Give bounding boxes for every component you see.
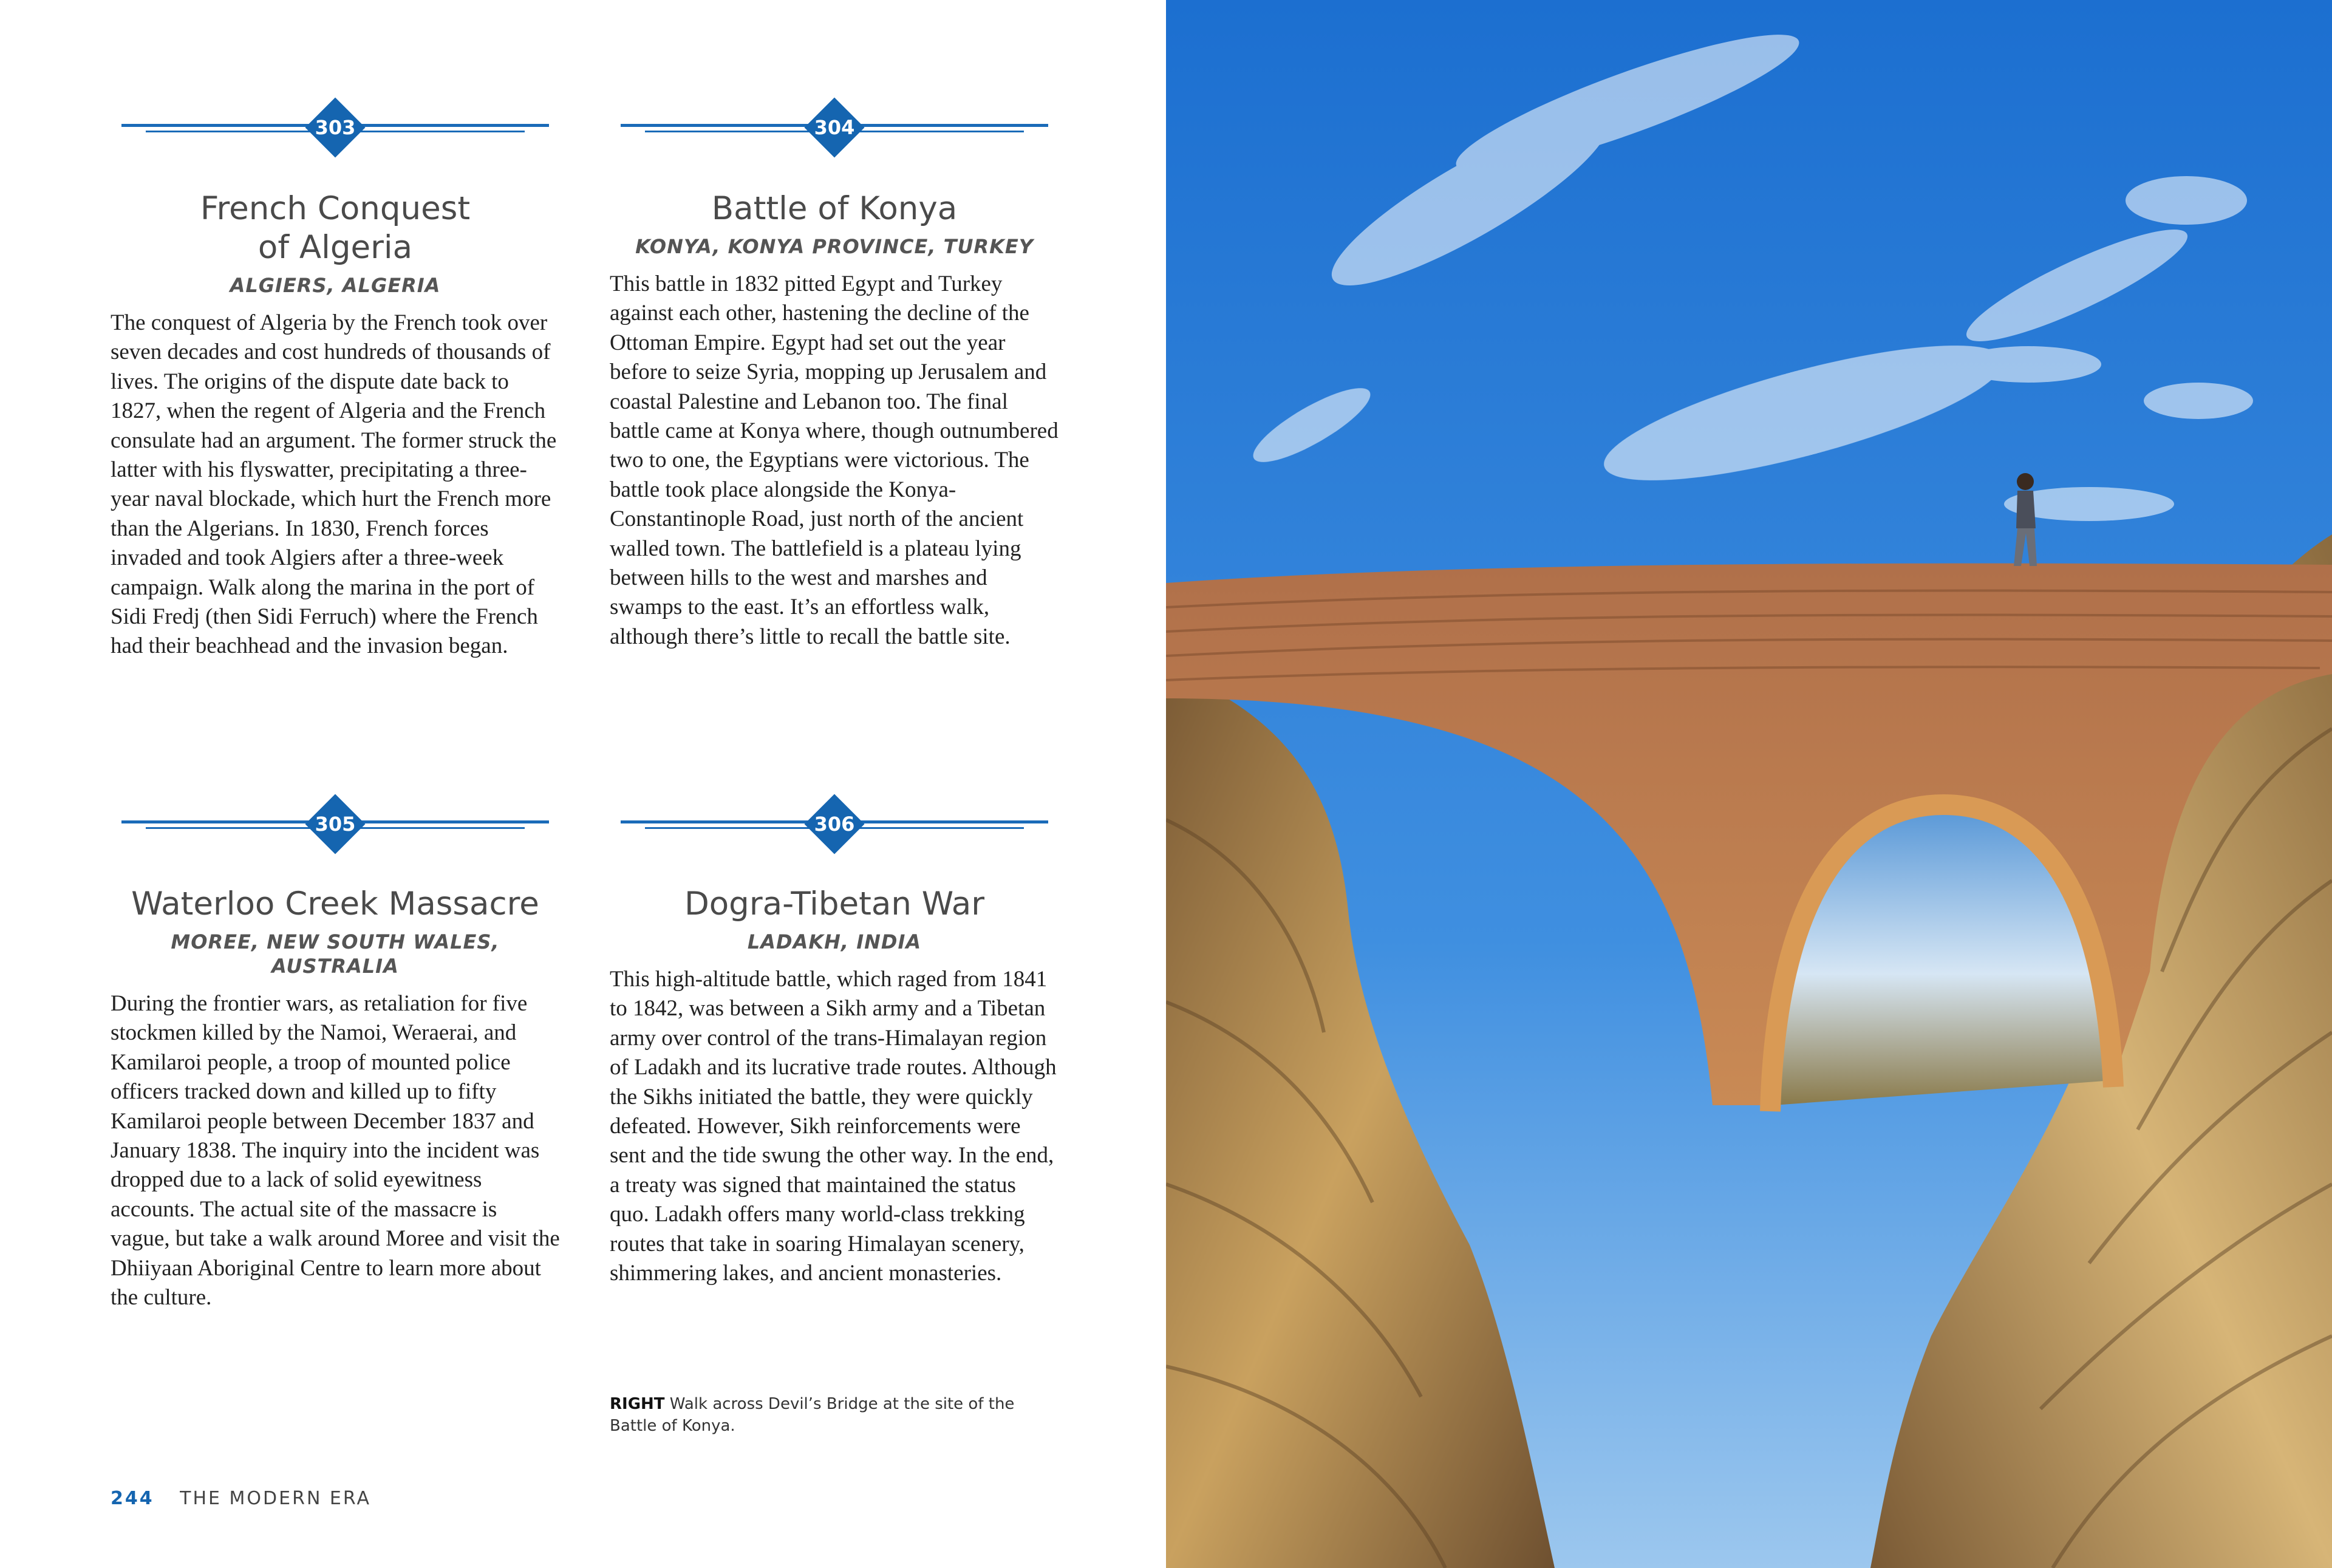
photo-caption	[610, 1393, 1059, 1437]
entry-title: Waterloo Creek Massacre	[131, 885, 539, 922]
entry-body: The conquest of Algeria by the French took over seven decades and cost hundreds of thousands of lives. The origins of the dispute date back to 1827, when the regent of Algeria and the French consulate had an argument. The former struck the latter with his flyswatter, precipitating a three-year naval blockade, which hurt the French more than the Algerians. In 1830, French forces invaded and took Algiers after a three-week campaign. Walk along the marina in the port of Sidi Fredj (then Sidi Ferruch) where the French had their beachhead and the invasion began.	[111, 310, 557, 659]
entry-title-line1: French Conquest	[200, 190, 471, 227]
entry-number-divider	[610, 794, 1059, 854]
entry-location: ALGIERS, ALGERIA	[230, 274, 441, 297]
page-footer	[111, 1488, 371, 1509]
page-number: 244	[111, 1488, 154, 1509]
entry-number-divider	[111, 97, 560, 158]
entry-number-divider	[610, 97, 1059, 158]
entry-body: This battle in 1832 pitted Egypt and Turkey against each other, hastening the decline of the Ottoman Empire. Egypt had set out the year before to seize Syria, mopping up Jerusalem and coastal Palestine and Lebanon too. The final battle came at Konya where, though outnumbered two to one, the Egyptians were victorious. The battle took place alongside the Konya-Constantinople Road, just north of the ancient walled town. The battlefield is a plateau lying between hills to the west and marshes and swamps to the east. It’s an effortless walk, although there’s little to recall the battle site.	[610, 271, 1059, 649]
entry-title	[111, 189, 560, 267]
entry-title: Battle of Konya	[711, 190, 958, 227]
entry-303	[111, 97, 560, 661]
entry-304	[610, 97, 1059, 652]
caption-label: RIGHT	[610, 1395, 665, 1413]
entry-title: Dogra-Tibetan War	[684, 885, 985, 922]
bridge-photo	[1166, 0, 2332, 1568]
entry-title-line2: of Algeria	[257, 229, 413, 266]
entry-location: LADAKH, INDIA	[747, 930, 922, 953]
section-title: THE MODERN ERA	[180, 1488, 372, 1509]
caption-text: Walk across Devil’s Bridge at the site of the Battle of Konya.	[610, 1395, 1015, 1435]
entry-306	[610, 794, 1059, 1288]
entry-number: 303	[315, 116, 356, 139]
entry-number-divider	[111, 794, 560, 854]
entry-number: 304	[814, 116, 855, 139]
entry-location: KONYA, KONYA PROVINCE, TURKEY	[635, 235, 1034, 258]
entry-body: This high-altitude battle, which raged from 1841 to 1842, was between a Sikh army and a Tibetan army over control of the trans-Himalayan region of Ladakh and its lucrative trade routes. Although the Sikhs initiated the battle, they were quickly defeated. However, Sikh reinforcements were sent and the tide swung the other way. In the end, a treaty was signed that maintained the status quo. Ladakh offers many world-class trekking routes that take in soaring Himalayan scenery, shimmering lakes, and ancient monasteries.	[610, 967, 1057, 1286]
entry-number: 305	[315, 813, 356, 836]
entry-305	[111, 794, 560, 1312]
entry-location: MOREE, NEW SOUTH WALES, AUSTRALIA	[171, 930, 500, 978]
entry-number: 306	[814, 813, 855, 836]
entry-body: During the frontier wars, as retaliation for five stockmen killed by the Namoi, Weraerai, and Kamilaroi people, a troop of mounted police officers tracked down and killed up to fifty Kamilaroi people between December 1837 and January 1838. The inquiry into the incident was dropped due to a lack of solid eyewitness accounts. The actual site of the massacre is vague, but take a walk around Moree and visit the Dhiiyaan Aboriginal Centre to learn more about the culture.	[111, 991, 560, 1311]
